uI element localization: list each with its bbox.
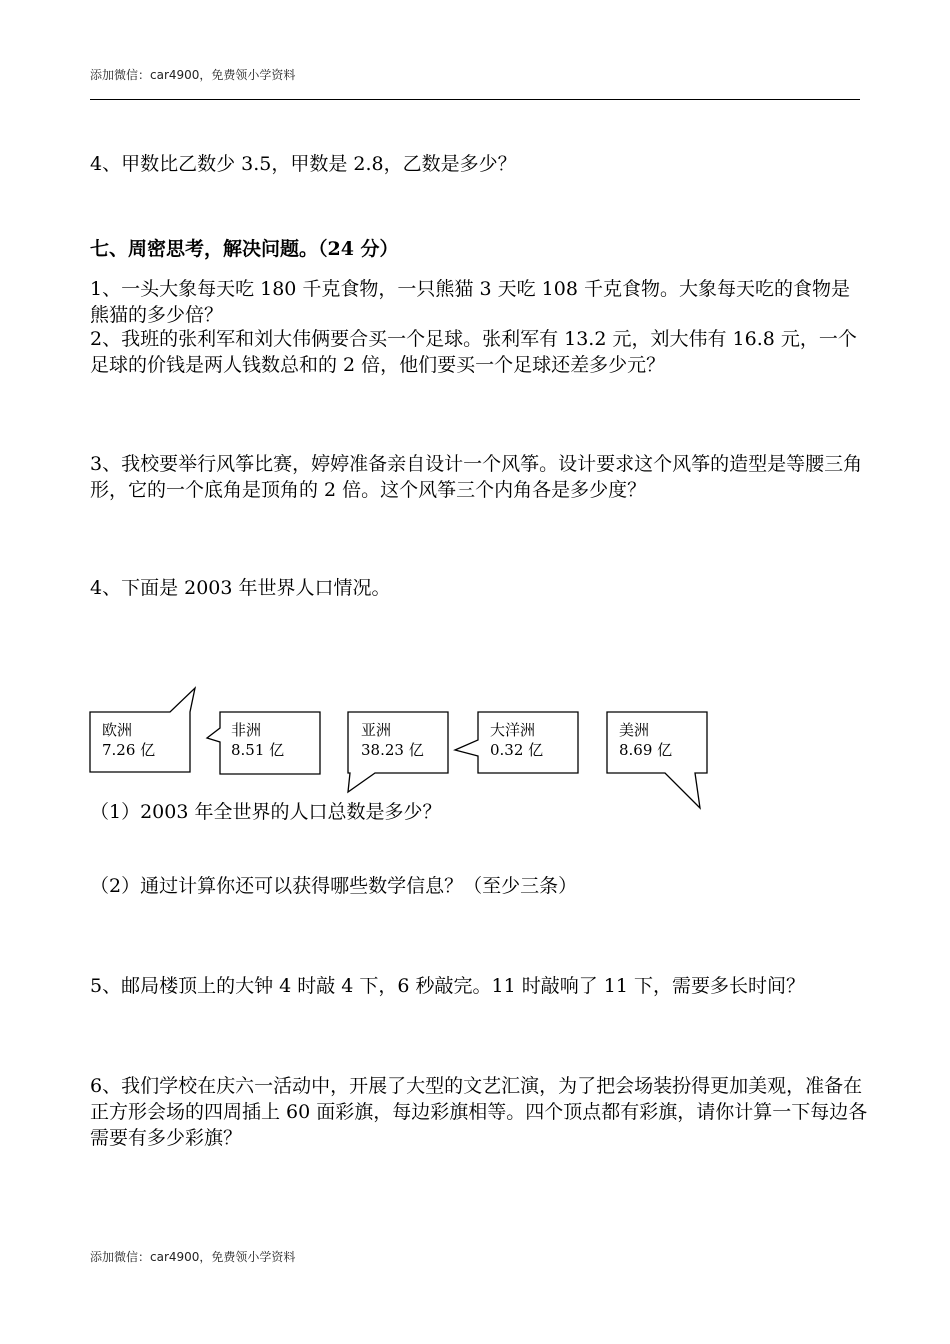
question-3: 3、我校要举行风筝比赛，婷婷准备亲自设计一个风筝。设计要求这个风筝的造型是等腰三角形，它的一个底角是顶角的 2 倍。这个风筝三个内角各是多少度？	[90, 453, 863, 501]
question-5: 5、邮局楼顶上的大钟 4 时敲 4 下，6 秒敲完。11 时敲响了 11 下，需要多长时间？	[90, 975, 806, 997]
question-6: 6、我们学校在庆六一活动中，开展了大型的文艺汇演，为了把会场装扮得更加美观，准备在正方形会场的四周插上 60 面彩旗，每边彩旗相等。四个顶点都有彩旗，请你计算一下每边各需要有多少彩旗？	[90, 1075, 868, 1149]
bubble-value: 7.26 亿	[102, 741, 156, 759]
bubble-label: 欧洲	[102, 721, 133, 739]
bubble-europe-text	[102, 720, 155, 760]
bubble-value: 38.23 亿	[361, 741, 424, 759]
question-2: 2、我班的张利军和刘大伟俩要合买一个足球。张利军有 13.2 元，刘大伟有 16.8 元，一个足球的价钱是两人钱数总和的 2 倍，他们要买一个足球还差多少元？	[90, 328, 857, 376]
question-4: 4、下面是 2003 年世界人口情况。	[90, 577, 391, 599]
question-4-section6: 4、甲数比乙数少 3.5，甲数是 2.8，乙数是多少？	[90, 153, 517, 175]
bubble-africa-text	[231, 720, 284, 760]
section-7-title: 七、周密思考，解决问题。（24 分）	[90, 238, 399, 260]
question-4-sub-1: （1）2003 年全世界的人口总数是多少？	[90, 801, 442, 823]
bubble-oceania-text	[490, 720, 543, 760]
bubble-value: 0.32 亿	[490, 741, 544, 759]
bubble-value: 8.51 亿	[231, 741, 285, 759]
bubble-asia-text	[361, 720, 424, 760]
bubble-label: 亚洲	[361, 721, 392, 739]
question-1: 1、一头大象每天吃 180 千克食物，一只熊猫 3 天吃 108 千克食物。大象每天吃的食物是熊猫的多少倍？	[90, 278, 850, 326]
bubble-america-text	[619, 720, 672, 760]
header-note: 添加微信：car4900，免费领小学资料	[90, 68, 296, 82]
bubble-label: 非洲	[231, 721, 262, 739]
bubble-label: 美洲	[619, 721, 650, 739]
bubble-label: 大洋洲	[490, 721, 536, 739]
footer-note: 添加微信：car4900，免费领小学资料	[90, 1250, 296, 1264]
bubble-value: 8.69 亿	[619, 741, 673, 759]
question-4-sub-2: （2）通过计算你还可以获得哪些数学信息？（至少三条）	[90, 875, 578, 897]
